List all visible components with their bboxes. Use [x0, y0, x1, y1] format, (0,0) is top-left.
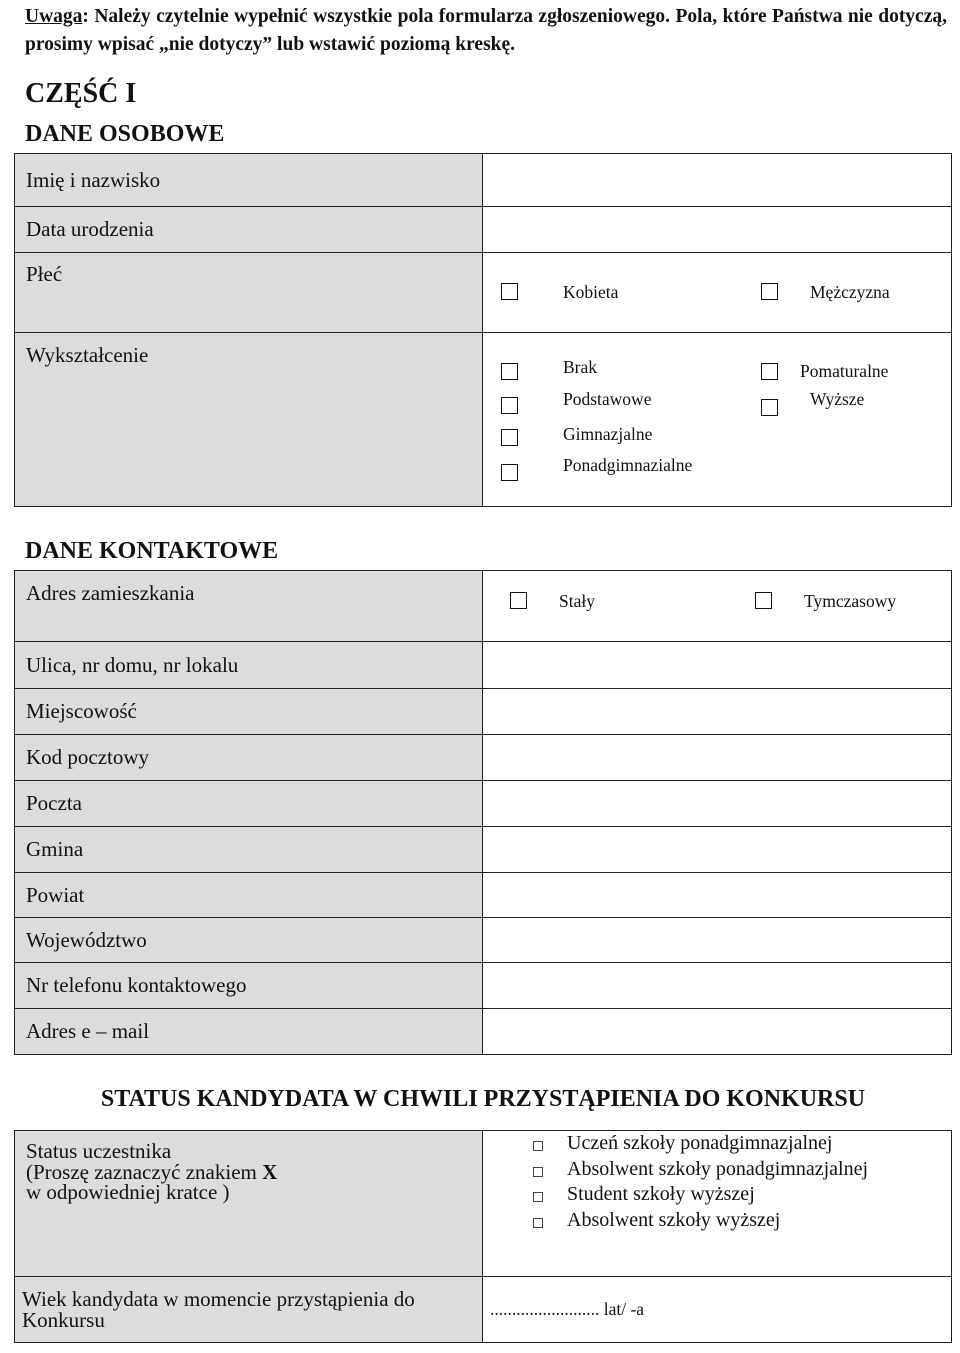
birth-date-label: Data urodzenia [15, 207, 483, 253]
birth-date-field[interactable] [483, 207, 952, 253]
education-higher-checkbox[interactable] [761, 399, 778, 416]
county-label: Powiat [15, 873, 483, 918]
address-temporary-checkbox[interactable] [755, 592, 772, 609]
address-temporary-label: Tymczasowy [804, 591, 897, 611]
status-option-3-checkbox[interactable] [533, 1192, 543, 1202]
address-permanent-label: Stały [559, 591, 595, 611]
education-middle-checkbox[interactable] [501, 429, 518, 446]
status-option-4-label: Absolwent szkoły wyższej [567, 1209, 781, 1231]
education-postsecondary-checkbox[interactable] [761, 363, 778, 380]
personal-section-title: DANE OSOBOWE [25, 121, 225, 147]
gender-options [483, 253, 952, 333]
status-label-title: Status uczestnika [26, 1139, 172, 1163]
education-secondary-label: Ponadgimnazialne [563, 455, 693, 475]
email-label: Adres e – mail [15, 1009, 483, 1055]
address-type-options [483, 571, 952, 642]
age-field[interactable]: ......................... lat/ -a [483, 1277, 952, 1343]
voivodeship-label: Województwo [15, 918, 483, 963]
notice-label: Uwaga [25, 6, 83, 27]
gender-label: Płeć [15, 253, 483, 333]
post-office-field[interactable] [483, 781, 952, 827]
email-field[interactable] [483, 1009, 952, 1055]
education-options [483, 333, 952, 507]
education-primary-checkbox[interactable] [501, 397, 518, 414]
postal-code-field[interactable] [483, 735, 952, 781]
part-title: CZĘŚĆ I [25, 78, 137, 109]
education-label: Wykształcenie [15, 333, 483, 507]
phone-label: Nr telefonu kontaktowego [15, 963, 483, 1009]
postal-code-label: Kod pocztowy [15, 735, 483, 781]
status-label [15, 1131, 483, 1277]
voivodeship-field[interactable] [483, 918, 952, 963]
phone-field[interactable] [483, 963, 952, 1009]
status-label-instruction-text: (Proszę zaznaczyć znakiem [26, 1159, 263, 1184]
city-field[interactable] [483, 689, 952, 735]
name-label: Imię i nazwisko [15, 154, 483, 207]
form-notice [25, 3, 947, 59]
status-label-instruction-end: w odpowiedniej kratce ) [26, 1180, 230, 1204]
gender-female-label: Kobieta [563, 282, 619, 302]
street-label: Ulica, nr domu, nr lokalu [15, 642, 483, 689]
education-postsecondary-label: Pomaturalne [800, 361, 889, 381]
street-field[interactable] [483, 642, 952, 689]
education-none-label: Brak [563, 357, 598, 377]
status-option-1-label: Uczeń szkoły ponadgimnazjalnej [567, 1132, 833, 1154]
address-label: Adres zamieszkania [15, 571, 483, 642]
name-field[interactable] [483, 154, 952, 207]
status-option-2-label: Absolwent szkoły ponadgimnazjalnej [567, 1158, 869, 1180]
education-higher-label: Wyższe [810, 389, 865, 409]
education-secondary-checkbox[interactable] [501, 464, 518, 481]
county-field[interactable] [483, 873, 952, 918]
status-option-1-checkbox[interactable] [533, 1141, 543, 1151]
status-label-instruction [26, 1159, 482, 1184]
gender-male-label: Mężczyzna [810, 282, 890, 302]
status-options [483, 1131, 952, 1277]
gender-male-checkbox[interactable] [761, 283, 778, 300]
education-none-checkbox[interactable] [501, 363, 518, 380]
gender-female-checkbox[interactable] [501, 283, 518, 300]
status-option-3-label: Student szkoły wyższej [567, 1183, 755, 1205]
municipality-label: Gmina [15, 827, 483, 873]
city-label: Miejscowość [15, 689, 483, 735]
municipality-field[interactable] [483, 827, 952, 873]
post-office-label: Poczta [15, 781, 483, 827]
contact-data-table [14, 570, 952, 1055]
status-table [14, 1130, 952, 1343]
contact-section-title: DANE KONTAKTOWE [25, 538, 279, 564]
address-permanent-checkbox[interactable] [510, 592, 527, 609]
personal-data-table [14, 153, 952, 507]
status-section-title: STATUS KANDYDATA W CHWILI PRZYSTĄPIENIA DO KONKURSU [100, 1086, 866, 1112]
age-label: Wiek kandydata w momencie przystąpienia do Konkursu [15, 1277, 483, 1343]
status-option-2-checkbox[interactable] [533, 1167, 543, 1177]
status-mark: X [262, 1159, 278, 1184]
education-primary-label: Podstawowe [563, 389, 652, 409]
status-option-4-checkbox[interactable] [533, 1218, 543, 1228]
notice-text: : Należy czytelnie wypełnić wszystkie pola formularza zgłoszeniowego. Pola, które Państwa nie dotyczą, prosimy wpisać „nie dotyczy” lub wstawić poziomą kreskę. [25, 6, 947, 55]
education-middle-label: Gimnazjalne [563, 424, 653, 444]
